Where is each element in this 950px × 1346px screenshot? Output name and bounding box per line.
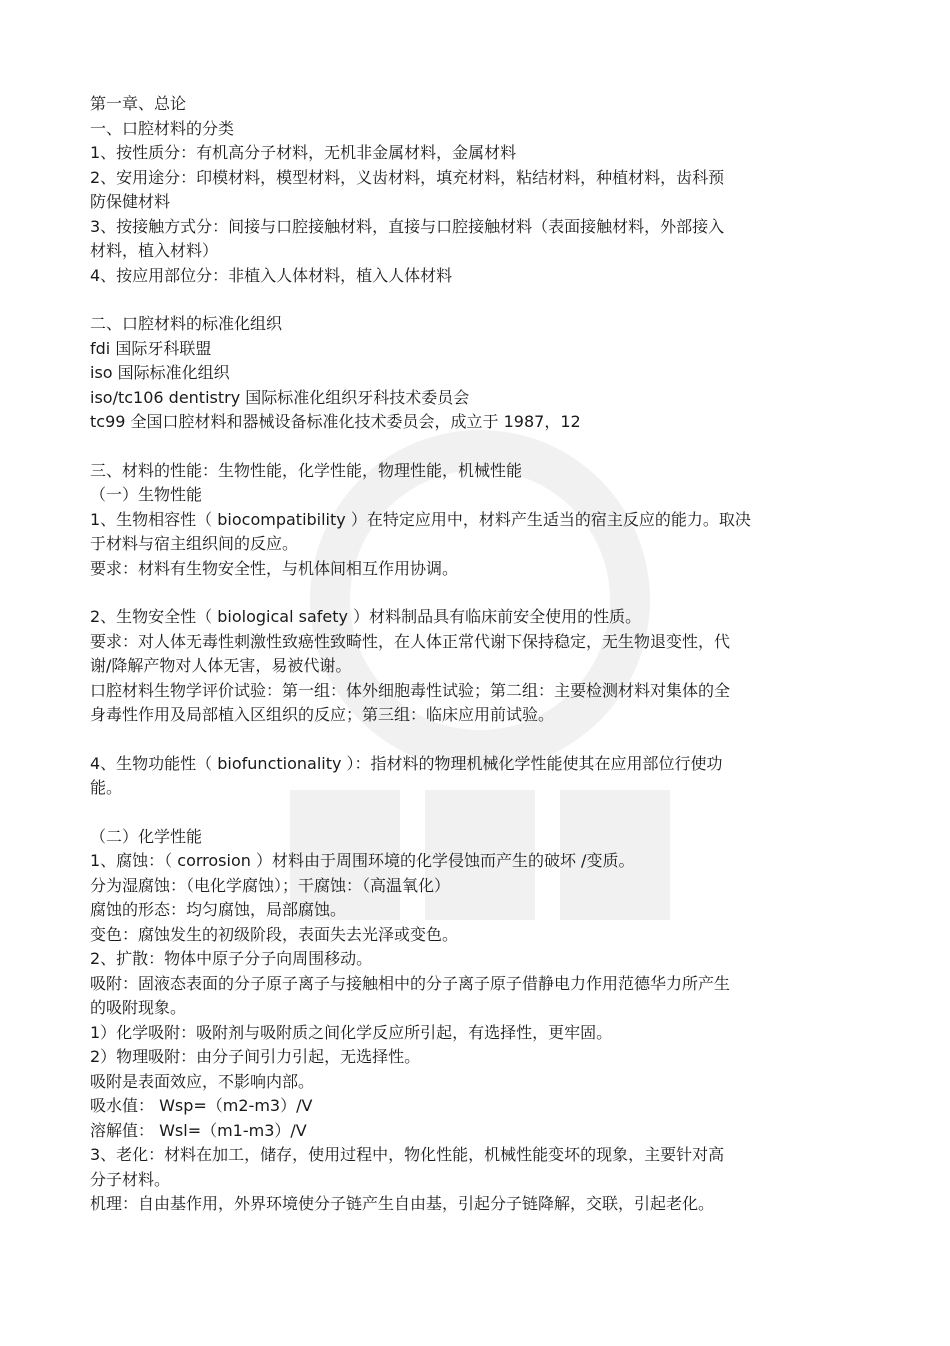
text-line: 要求：对人体无毒性刺激性致癌性致畸性，在人体正常代谢下保持稳定，无生物退变性，代 (90, 631, 731, 651)
text-line: 吸附是表面效应，不影响内部。 (90, 1071, 315, 1091)
text-line: （二）化学性能 (90, 826, 203, 846)
text-line: 溶解值： Wsl=（m1-m3）/V (90, 1120, 307, 1140)
text-line: iso/tc106 dentistry 国际标准化组织牙科技术委员会 (90, 387, 470, 407)
text-line: 2、生物安全性（ biological safety ）材料制品具有临床前安全使用的性质。 (90, 607, 642, 626)
blank-line (90, 288, 820, 312)
text-line: 吸附：固液态表面的分子原子离子与接触相中的分子离子原子借静电力作用范德华力所产生 (90, 973, 731, 993)
text-line: 变色：腐蚀发生的初级阶段，表面失去光泽或变色。 (90, 924, 459, 944)
text-line: 吸水值： Wsp=（m2-m3）/V (90, 1096, 313, 1115)
text-line: 于材料与宿主组织间的反应。 (90, 534, 299, 553)
text-line: 分子材料。 (90, 1169, 171, 1189)
blank-line (90, 801, 820, 825)
text-line: 身毒性作用及局部植入区组织的反应；第三组：临床应用前试验。 (90, 705, 555, 724)
text-line: 二、口腔材料的标准化组织 (90, 314, 283, 333)
text-line: tc99 全国口腔材料和器械设备标准化技术委员会，成立于 1987，12 (90, 412, 581, 431)
text-line: 2、安用途分：印模材料，模型材料，义齿材料，填充材料，粘结材料，种植材料，齿科预 (90, 167, 725, 187)
text-line: 2）物理吸附：由分子间引力引起，无选择性。 (90, 1047, 421, 1066)
text-line: 1）化学吸附：吸附剂与吸附质之间化学反应所引起，有选择性，更牢固。 (90, 1022, 613, 1042)
text-line: 1、腐蚀：（ corrosion ）材料由于周围环境的化学侵蚀而产生的破坏 /变质。 (90, 851, 635, 870)
blank-line (90, 435, 820, 459)
text-line: 腐蚀的形态：均匀腐蚀，局部腐蚀。 (90, 900, 347, 919)
text-line: 防保健材料 (90, 192, 171, 211)
text-line: 分为湿腐蚀：（电化学腐蚀）；干腐蚀：（高温氧化） (90, 875, 451, 895)
text-line: 要求：材料有生物安全性，与机体间相互作用协调。 (90, 558, 459, 578)
text-line: 1、按性质分：有机高分子材料，无机非金属材料，金属材料 (90, 143, 517, 162)
text-line: 的吸附现象。 (90, 998, 187, 1017)
blank-line (90, 728, 820, 752)
text-line: 机理：自由基作用，外界环境使分子链产生自由基，引起分子链降解，交联，引起老化。 (90, 1194, 715, 1213)
text-line: 口腔材料生物学评价试验：第一组：体外细胞毒性试验；第二组：主要检测材料对集体的全 (90, 680, 731, 700)
text-line: iso 国际标准化组织 (90, 363, 230, 382)
text-line: 第一章、总论 (90, 94, 187, 113)
text-line: （一）生物性能 (90, 485, 203, 504)
text-line: 4、按应用部位分：非植入人体材料，植入人体材料 (90, 265, 453, 285)
document-body (90, 92, 820, 1217)
text-line: 2、扩散：物体中原子分子向周围移动。 (90, 949, 373, 968)
blank-line (90, 581, 820, 605)
text-line: 材料，植入材料） (90, 241, 219, 260)
text-line: 1、生物相容性（ biocompatibility ）在特定应用中，材料产生适当的宿主反应的能力。取决 (90, 509, 751, 529)
text-line: 三、材料的性能：生物性能，化学性能，物理性能，机械性能 (90, 460, 523, 480)
text-line: 谢/降解产物对人体无害，易被代谢。 (90, 656, 352, 675)
text-line: 3、老化：材料在加工，储存，使用过程中，物化性能，机械性能变坏的现象，主要针对高 (90, 1145, 725, 1164)
text-line: 一、口腔材料的分类 (90, 118, 235, 138)
text-line: fdi 国际牙科联盟 (90, 338, 212, 358)
text-line: 4、生物功能性（ biofunctionality ）：指材料的物理机械化学性能使其在应用部位行使功 (90, 753, 723, 773)
text-line: 3、按接触方式分：间接与口腔接触材料，直接与口腔接触材料（表面接触材料，外部接入 (90, 216, 725, 236)
text-line: 能。 (90, 778, 123, 797)
